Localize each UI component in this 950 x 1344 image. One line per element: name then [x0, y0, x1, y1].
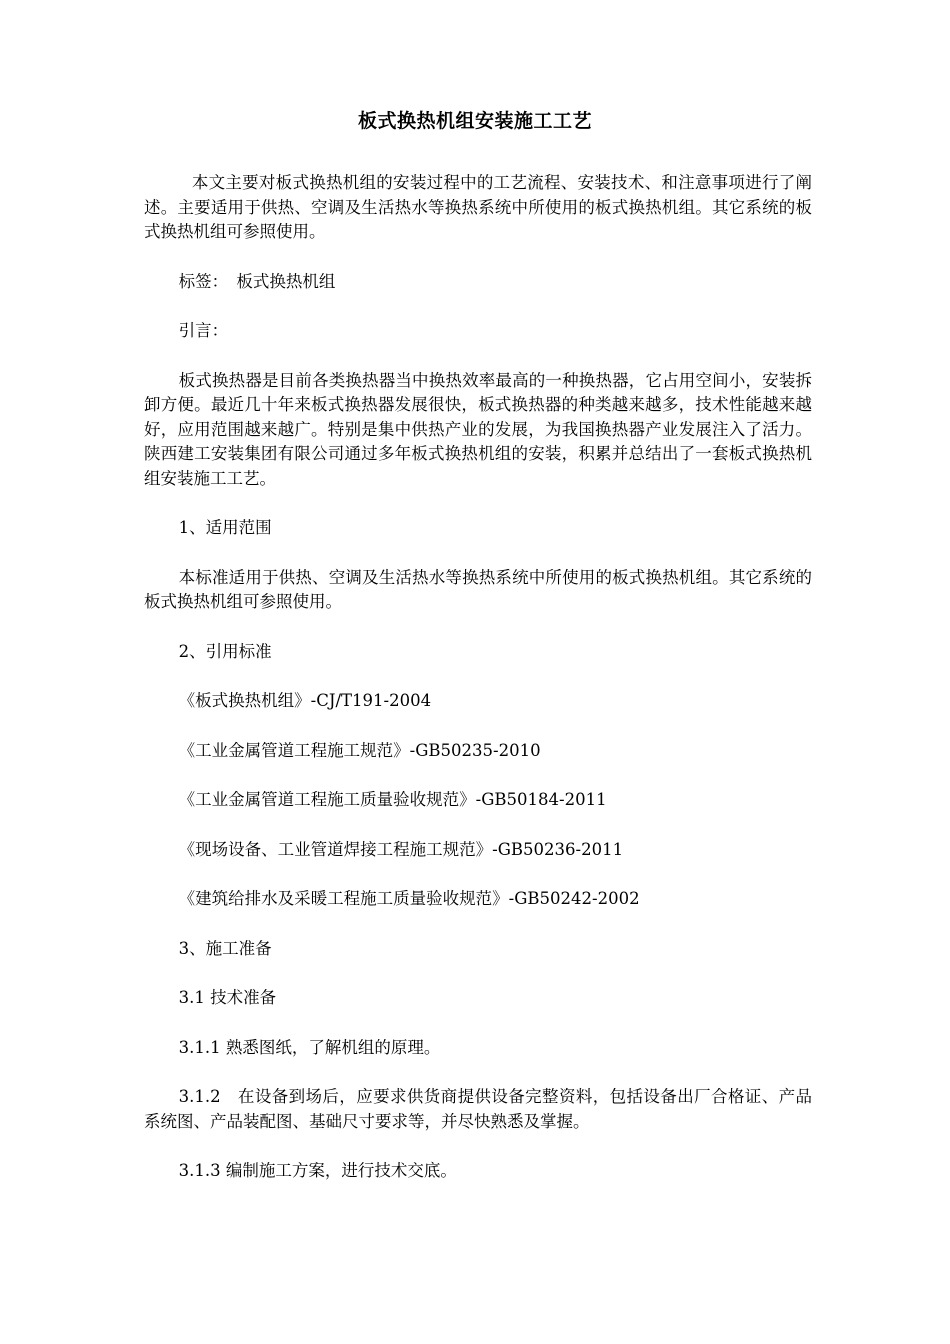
subsection-heading-technical: 3.1 技术准备: [178, 988, 277, 1007]
introduction-paragraph: 板式换热器是目前各类换热器当中换热效率最高的一种换热器，它占用空间小，安装拆卸方便。最近几十年来板式换热器发展很快，板式换热器的种类越来越多，技术性能越来越好，应用范围越来越广。特别是集中供热产业的发展，为我国换热器产业发展注入了活力。陕西建工安装集团有限公司通过多年板式换热机组的安装，积累并总结出了一套板式换热机组安装施工工艺。: [144, 370, 812, 488]
reference-standard-item: 《工业金属管道工程施工质量验收规范》-GB50184-2011: [178, 790, 607, 809]
reference-standard-item: 《工业金属管道工程施工规范》-GB50235-2010: [178, 740, 541, 760]
section-heading-references: 2、引用标准: [178, 641, 272, 661]
section-heading-scope: 1、适用范围: [178, 518, 272, 537]
document-body: [144, 171, 812, 1209]
numbered-item: 3.1.2 在设备到场后，应要求供货商提供设备完整资料，包括设备出厂合格证、产品系统图、产品装配图、基础尺寸要求等，并尽快熟悉及掌握。: [144, 1087, 812, 1131]
introduction-heading: 引言：: [178, 321, 229, 340]
reference-standard-item: 《现场设备、工业管道焊接工程施工规范》-GB50236-2011: [178, 839, 624, 859]
reference-standard-item: 《建筑给排水及采暖工程施工质量验收规范》-GB50242-2002: [178, 889, 640, 908]
numbered-item: 3.1.3 编制施工方案，进行技术交底。: [178, 1161, 457, 1180]
scope-paragraph: 本标准适用于供热、空调及生活热水等换热系统中所使用的板式换热机组。其它系统的板式换热机组可参照使用。: [144, 567, 812, 611]
abstract-paragraph: 本文主要对板式换热机组的安装过程中的工艺流程、安装技术、和注意事项进行了阐述。主要适用于供热、空调及生活热水等换热系统中所使用的板式换热机组。其它系统的板式换热机组可参照使用。: [144, 173, 812, 241]
tags-line: 标签： 板式换热机组: [178, 271, 336, 291]
reference-standard-item: 《板式换热机组》-CJ/T191-2004: [178, 691, 432, 710]
section-heading-preparation: 3、施工准备: [178, 938, 272, 958]
numbered-item: 3.1.1 熟悉图纸，了解机组的原理。: [178, 1037, 441, 1057]
document-title: 板式换热机组安装施工工艺: [357, 110, 592, 132]
